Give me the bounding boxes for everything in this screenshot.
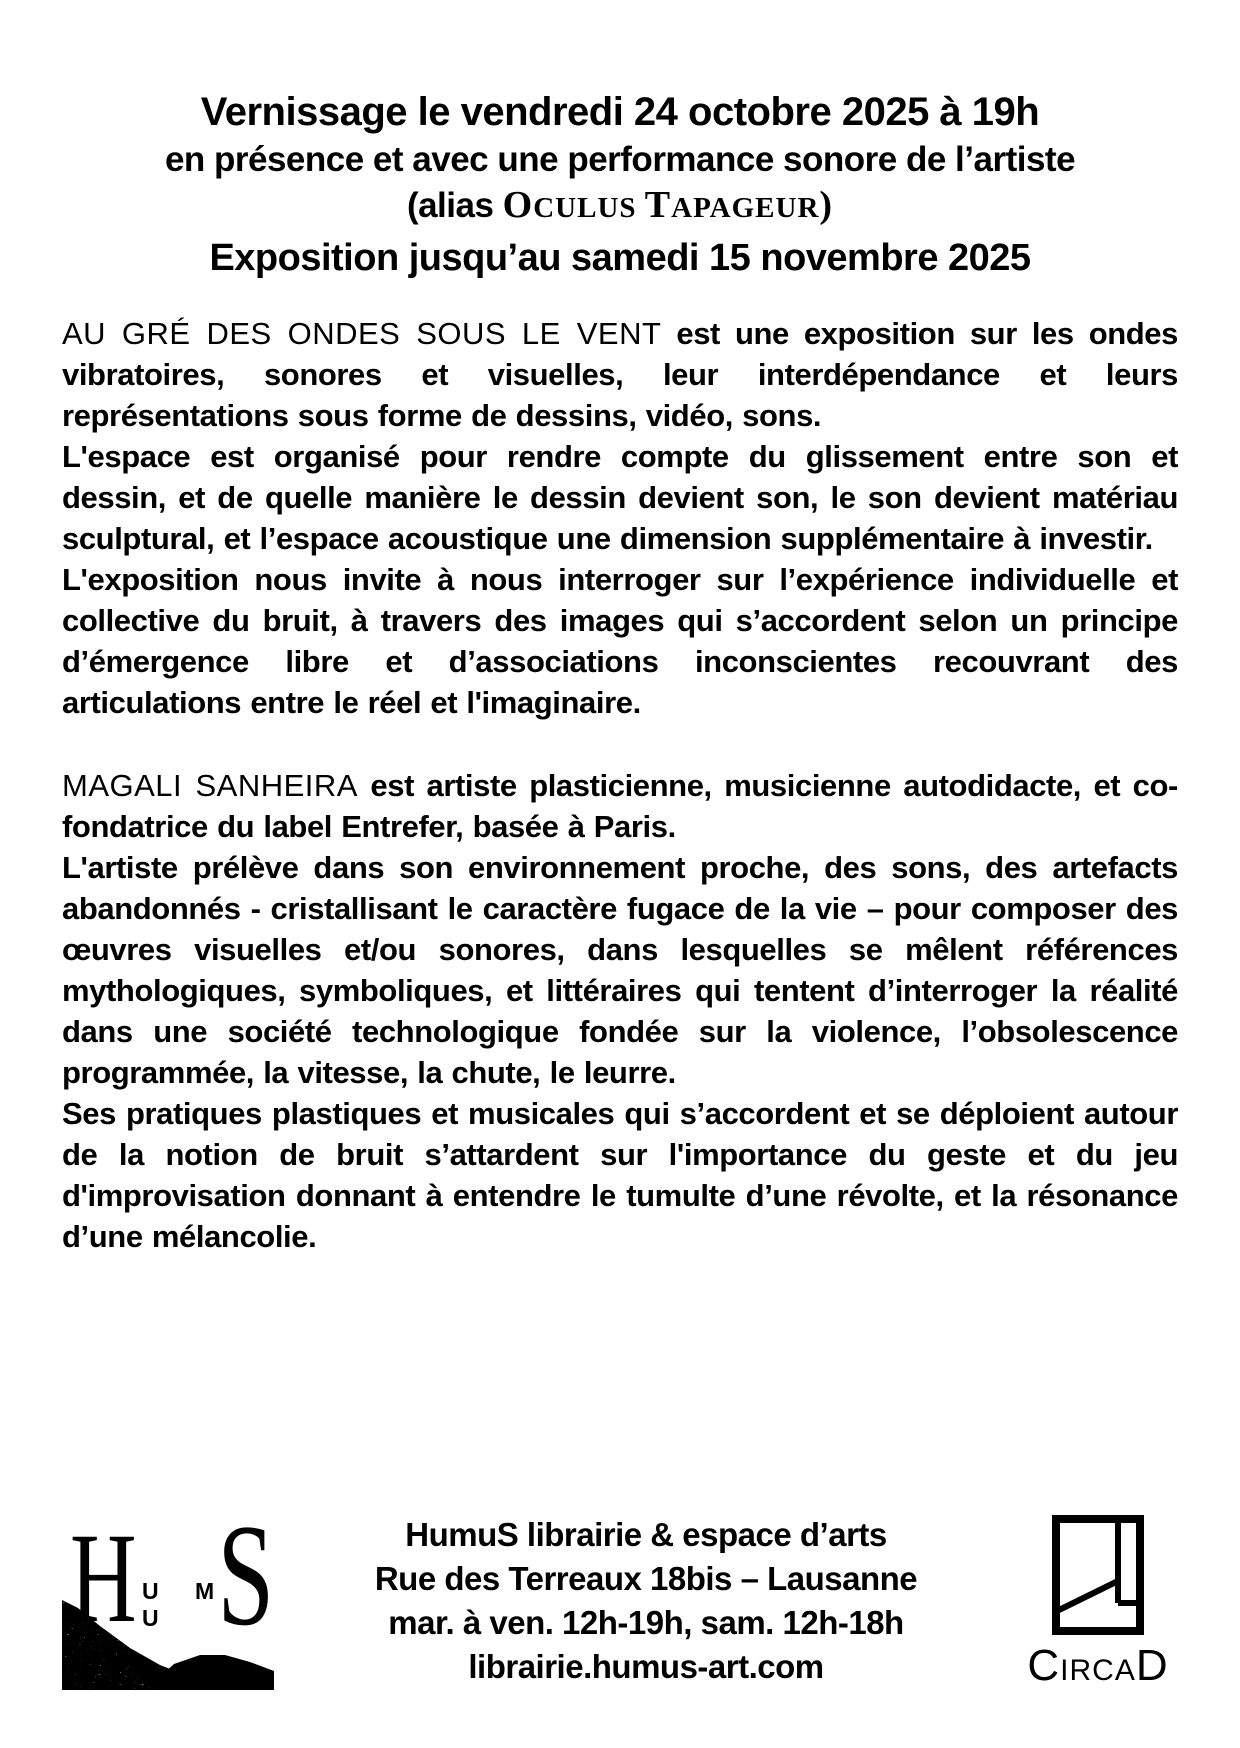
artist-alias: OCULUS TAPAGEUR) <box>502 184 834 226</box>
humus-letters-umu: U M U <box>142 1578 230 1631</box>
artist-name: MAGALI SANHEIRA <box>62 768 358 803</box>
footer <box>62 1496 1178 1706</box>
venue-info <box>274 1513 1018 1689</box>
venue-hours: mar. à ven. 12h-19h, sam. 12h-18h <box>388 1604 904 1641</box>
paragraph-invitation: L'exposition nous invite à nous interroger sur l’expérience individuelle et collective du bruit, à travers des images qui s’accordent selon un principe d’émergence libre et d’associations inconscientes recouvrant des articulations entre le réel et l'imaginaire. <box>62 562 1178 720</box>
header <box>0 0 1240 285</box>
circad-logo <box>1018 1515 1178 1688</box>
performance-subtitle: en présence et avec une performance sonore de l’artiste <box>164 140 1076 179</box>
circad-mark-icon <box>1023 1515 1173 1637</box>
venue-street: Rue des Terreaux 18bis – Lausanne <box>374 1560 918 1597</box>
paragraph-exposition: AU GRÉ DES ONDES SOUS LE VENT est une exposition sur les ondes vibratoires, sonores et visuelles, leur interdépendance et leurs représentations sous forme de dessins, vidéo, sons. <box>62 316 1178 433</box>
exposition-dates: Exposition jusqu’au samedi 15 novembre 2025 <box>209 237 1031 279</box>
vernissage-title: Vernissage le vendredi 24 octobre 2025 à 19h <box>200 90 1040 134</box>
paragraph-espace: L'espace est organisé pour rendre compte du glissement entre son et dessin, et de quelle manière le dessin devient son, le son devient matériau sculptural, et l’espace acoustique une dimension supplémentaire à investir. <box>62 439 1178 556</box>
alias-prefix: (alias <box>406 186 503 225</box>
humus-logo <box>62 1494 274 1690</box>
exposition-title: AU GRÉ DES ONDES SOUS LE VENT <box>62 316 662 351</box>
paragraph-pratique: L'artiste prélève dans son environnement proche, des sons, des artefacts abandonnés - cristallisant le caractère fugace de la vie – pour composer des œuvres visuelles et/ou sonores, dans lesquelles se mêlent références mythologiques, symboliques, et littéraires qui tentent d’interroger la réalité dans une société technologique fondée sur la violence, l’obsolescence programmée, la vitesse, la chute, le leurre. <box>62 850 1178 1090</box>
venue-website: librairie.humus-art.com <box>468 1648 824 1685</box>
humus-letter-s: S <box>217 1494 274 1656</box>
humus-letter-h: H <box>70 1507 137 1649</box>
alias-line <box>0 182 1240 231</box>
body-text <box>0 285 1240 1257</box>
paragraph-geste: Ses pratiques plastiques et musicales qui s’accordent et se déploient autour de la notion de bruit s’attardent sur l'importance du geste et du jeu d'improvisation donnant à entendre le tumulte d’une révolte, et la résonance d’une mélancolie. <box>62 1096 1178 1254</box>
paragraph-artist: MAGALI SANHEIRA est artiste plasticienne, musicienne autodidacte, et co-fondatrice du label Entrefer, basée à Paris. <box>62 768 1178 844</box>
venue-name: HumuS librairie & espace d’arts <box>405 1516 887 1553</box>
circad-wordmark: CIRCAD <box>1027 1640 1169 1690</box>
